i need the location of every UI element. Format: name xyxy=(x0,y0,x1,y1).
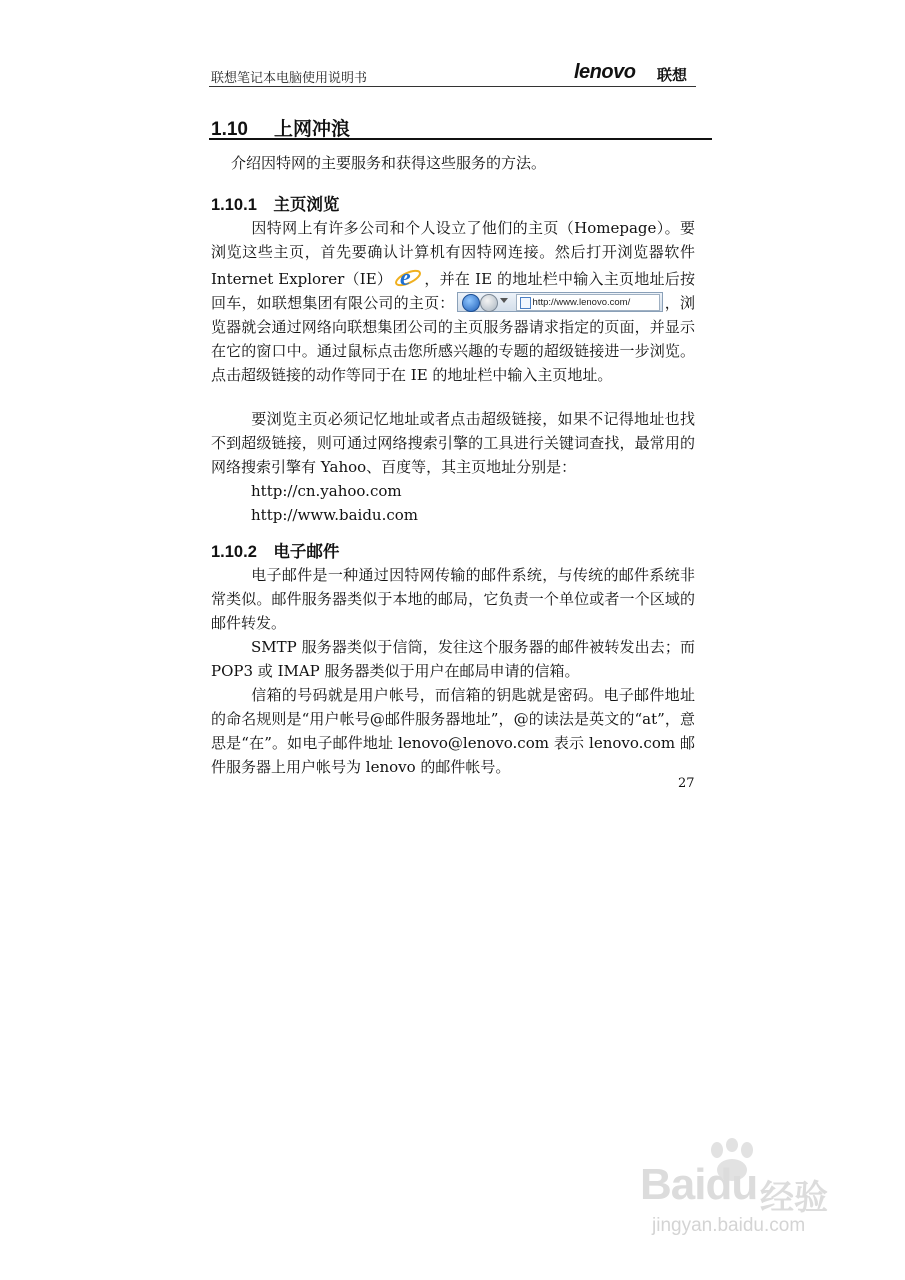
paragraph-email-3-text: 信箱的号码就是用户帐号，而信箱的钥匙就是密码。电子邮件地址的命名规则是“用户帐号@邮件服务器地址”，@的读法是英文的“at”，意思是“在”。如电子邮件地址 lenovo@lenovo.com 表示 lenovo.com 邮件服务器上用户帐号为 lenovo 的邮件帐号。 xyxy=(211,686,695,776)
header-divider xyxy=(209,86,696,87)
lenovo-logo: lenovo xyxy=(574,61,636,83)
back-arrow-icon xyxy=(462,294,480,312)
subsection-heading-browsing: 1.10.1 主页浏览 xyxy=(211,196,340,214)
internet-explorer-icon xyxy=(394,264,422,290)
paragraph-browsing-1 xyxy=(211,216,695,387)
address-bar-url: http://www.lenovo.com/ xyxy=(532,297,631,308)
svg-text:e: e xyxy=(400,265,411,290)
section-title: 上网冲浪 xyxy=(273,119,350,140)
paragraph-email-1-text: 电子邮件是一种通过因特网传输的邮件系统，与传统的邮件系统非常类似。邮件服务器类似于本地的邮局，它负责一个单位或者一个区域的邮件转发。 xyxy=(211,566,695,632)
paragraph-email-3 xyxy=(211,683,695,779)
section-divider xyxy=(209,138,712,140)
subsection-heading-email: 1.10.2 电子邮件 xyxy=(211,543,340,561)
watermark-jingyan: 经验 xyxy=(760,1179,828,1217)
forward-arrow-icon xyxy=(480,294,498,312)
paragraph-browsing-1-a: 因特网上有许多公司和个人设立了他们的主页（Homepage）。要浏览这些主页，首先要确认计算机有因特网连接。然后打开浏览器软件 Internet Explorer（IE） xyxy=(211,219,695,288)
lenovo-logo-cn: 联想 xyxy=(657,67,688,84)
page-icon xyxy=(520,297,531,309)
paragraph-browsing-1-b: ，并在 IE 的地址栏中输入主页地址后按回车，如联想集团有限公司的主页： xyxy=(211,270,695,312)
address-bar-url-field xyxy=(516,294,660,311)
document-header-title: 联想笔记本电脑使用说明书 xyxy=(211,71,368,86)
paragraph-email-1 xyxy=(211,563,695,635)
baidu-url: http://www.baidu.com xyxy=(251,506,419,524)
history-dropdown-icon xyxy=(500,298,508,303)
paragraph-email-2-text: SMTP 服务器类似于信筒，发往这个服务器的邮件被转发出去；而 POP3 或 IMAP 服务器类似于用户在邮局申请的信箱。 xyxy=(211,638,695,680)
section-intro: 介绍因特网的主要服务和获得这些服务的方法。 xyxy=(231,154,547,172)
page-number: 27 xyxy=(678,776,695,791)
paragraph-browsing-2-text: 要浏览主页必须记忆地址或者点击超级链接，如果不记得地址也找不到超级链接，则可通过网络搜索引擎的工具进行关键词查找，最常用的网络搜索引擎有 Yahoo、百度等，其主页地址分别是： xyxy=(211,410,695,476)
paragraph-browsing-1-c: ，浏览器就会通过网络向联想集团公司的主页服务器请求指定的页面，并显示在它的窗口中。通过鼠标点击您所感兴趣的专题的超级链接进一步浏览。点击超级链接的动作等同于在 IE 的地址栏中输入主页地址。 xyxy=(211,294,695,384)
watermark-baidu: Baidu xyxy=(640,1160,758,1209)
section-number: 1.10 xyxy=(211,119,248,140)
watermark-url: jingyan.baidu.com xyxy=(652,1215,806,1236)
paragraph-email-2 xyxy=(211,635,695,683)
ie-address-bar xyxy=(457,292,663,312)
paragraph-browsing-2 xyxy=(211,407,695,479)
section-heading xyxy=(211,114,350,141)
yahoo-url: http://cn.yahoo.com xyxy=(251,482,402,500)
